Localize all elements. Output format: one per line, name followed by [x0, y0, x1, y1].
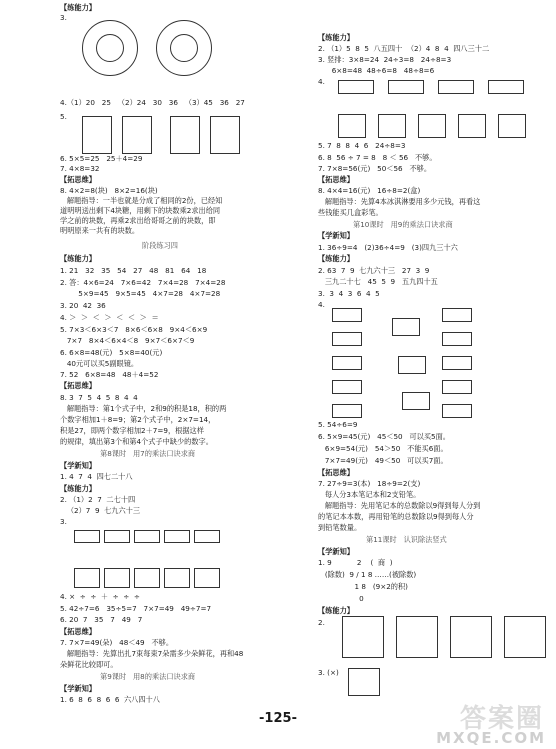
- answer-line: 解题指导：先算出扎7束每束7朵需多少朵鲜花，再和48: [60, 649, 244, 658]
- answer-line: 5. 7×3＜6×3＜7 8×6＜6×8 9×4＜6×9: [60, 325, 208, 334]
- answer-line: 些钱能买几盒彩笔。: [318, 208, 383, 217]
- answer-line: 5×9=45 9×5=45 4×7=28 4×7=28: [60, 289, 221, 298]
- answer-line: 的笔记本本数，再用铅笔的总数除以9得到每人分: [318, 512, 474, 521]
- section-header: 【学新知】: [318, 231, 354, 240]
- watermark-logo: 答案圈: [459, 704, 544, 734]
- answer-line: 6. 5×5=25 25＋4=29: [60, 154, 143, 163]
- answer-line: 7×7=49(元) 49＜50 可以买7面。: [318, 456, 448, 465]
- division-frame: [342, 616, 384, 658]
- lesson-title: 第8课时 用7的乘法口诀求商: [100, 449, 196, 458]
- answer-line: 7. 27÷9=3(本) 18÷9=2(支): [318, 479, 421, 488]
- expression-card: [442, 308, 472, 322]
- section-header: 【练能力】: [60, 484, 96, 493]
- answer-line: 解题指导：一半也就是分成了相同的2份，已经知: [60, 196, 223, 205]
- lesson-title: 第9课时 用8的乘法口诀求商: [100, 672, 196, 681]
- answer-line: 解题指导：先用笔记本的总数除以9得到每人分到: [318, 501, 481, 510]
- answer-line: (除数) 9 / 1 8 ……(被除数): [318, 570, 417, 579]
- section-header: 【拓思维】: [60, 175, 96, 184]
- answer-line: 1. 6 8 6 8 6 6 六八四十八: [60, 695, 160, 704]
- section-header: 【练能力】: [318, 33, 354, 42]
- answer-line: 3. 3 4 3 6 4 5: [318, 289, 380, 298]
- expression-card: [388, 80, 424, 94]
- section-header: 【拓思维】: [318, 468, 354, 477]
- expression-card: [438, 80, 474, 94]
- expression-card: [338, 80, 374, 94]
- expression-card: [332, 356, 362, 370]
- answer-line: 8. 4×2=8(块) 8×2=16(块): [60, 186, 158, 195]
- division-frame: [450, 616, 492, 658]
- answer-line: 3.: [60, 13, 67, 22]
- division-frame: [504, 616, 546, 658]
- answer-line: 5.: [60, 112, 67, 121]
- answer-line: 4. × ÷ ÷ ＋ ÷ ÷ ÷: [60, 592, 140, 601]
- section-header: 【拓思维】: [60, 381, 96, 390]
- lesson-title: 第10课时 用9的乘法口诀求商: [353, 220, 453, 229]
- answer-line: 2. 答：4×6=24 7×6=42 7×4=28 7×4=28: [60, 278, 226, 287]
- answer-line: 6. 20 7 35 7 49 7: [60, 615, 143, 624]
- answer-line: 3. (×): [318, 668, 339, 677]
- answer-line: 三九二十七 45 5 9 五九四十五: [318, 277, 438, 286]
- section-header: 【学新知】: [318, 547, 354, 556]
- answer-line: 7. 4×8=32: [60, 164, 100, 173]
- watermark-url: MXQE.COM: [436, 729, 546, 747]
- answer-line: 5. 7 8 8 4 6 24÷8=3: [318, 141, 406, 150]
- answer-line: 6. 6×8=48(元) 5×8=40(元): [60, 348, 163, 357]
- answer-line: 1. 9 2 ( 商 ): [318, 558, 393, 567]
- answer-line: 7. 7×7=49(朵) 48＜49 不够。: [60, 638, 174, 647]
- answer-line: 7. 7×8=56(元) 50＜56 不够。: [318, 164, 432, 173]
- section-header: 【拓思维】: [60, 627, 96, 636]
- cube-card: [338, 114, 366, 138]
- answer-line: 个数字相加1＋8=9；第2个式子中，2×7=14，: [60, 415, 216, 424]
- section-header: 【练能力】: [60, 3, 96, 12]
- answer-line: 3. 20 42 36: [60, 301, 106, 310]
- lesson-title: 阶段练习四: [142, 241, 178, 250]
- section-header: 【学新知】: [60, 461, 96, 470]
- cube-card: [378, 114, 406, 138]
- cube-card: [418, 114, 446, 138]
- answer-line: 40元可以买5副眼镜。: [60, 359, 139, 368]
- expression-card: [332, 380, 362, 394]
- house-card: [164, 568, 190, 588]
- expression-card: [442, 380, 472, 394]
- answer-line: 1. 36÷9=4 (2)36÷4=9 (3)四九三十六: [318, 243, 458, 252]
- answer-line: 的规律，填出第3个和第4个式子中缺少的数字。: [60, 437, 213, 446]
- answer-line: 3.: [60, 517, 67, 526]
- answer-line: 2. （1）2 7 二七十四: [60, 495, 136, 504]
- answer-line: 朵鲜花比较即可。: [60, 660, 118, 669]
- expression-card: [442, 404, 472, 418]
- answer-line: 道明明送出剩下4块糖，用剩下的块数乘2求出给同: [60, 206, 221, 215]
- answer-line: 8. 3 7 5 4 5 8 4 4: [60, 393, 138, 402]
- answer-line: 1. 21 32 35 54 27 48 81 64 18: [60, 266, 207, 275]
- section-header: 【练能力】: [318, 254, 354, 263]
- answer-line: 0: [318, 594, 364, 603]
- answer-line: 7×7 8×4＜6×4＜8 9×7＜6×7＜9: [60, 336, 195, 345]
- division-frame: [396, 616, 438, 658]
- wheel-center-2: [170, 34, 198, 62]
- section-header: 【学新知】: [60, 684, 96, 693]
- answer-line: （2）7 9 七九六十三: [60, 506, 141, 515]
- cube-card: [458, 114, 486, 138]
- answer-line: 到铅笔数量。: [318, 523, 362, 532]
- section-header: 【拓思维】: [318, 175, 354, 184]
- answer-line: 4.（1）20 25 （2）24 30 36 （3）45 36 27: [60, 98, 245, 107]
- bowtie-diagram-3: [170, 116, 200, 154]
- cube-card: [498, 114, 526, 138]
- bowtie-diagram-2: [122, 116, 152, 154]
- wheel-center-1: [96, 34, 124, 62]
- answer-line: 3. 竖排：3×8=24 24÷3=8 24÷8=3: [318, 55, 452, 64]
- answer-line: 7. 52 6×8=48 48＋4=52: [60, 370, 159, 379]
- expression-card: [332, 404, 362, 418]
- answer-line: 1 8 (9×2的积): [318, 582, 408, 591]
- expression-card: [332, 308, 362, 322]
- answer-line: 1. 4 7 4 四七二十八: [60, 472, 133, 481]
- answer-line: 6×9=54(元) 54＞50 不能买6面。: [318, 444, 448, 453]
- figure-card: [74, 530, 100, 543]
- answer-line: 5. 54÷6=9: [318, 420, 358, 429]
- lesson-title: 第11课时 认识除法竖式: [366, 535, 447, 544]
- answer-line: 学之前的块数，再乘2求出给哥哥之前的块数，即: [60, 216, 216, 225]
- answer-line: 明明原来一共有的块数。: [60, 226, 140, 235]
- section-header: 【练能力】: [318, 606, 354, 615]
- figure-card: [194, 530, 220, 543]
- figure-card: [134, 530, 160, 543]
- page-number: -125-: [259, 711, 297, 726]
- answer-line: 6. 8 56 ÷ 7 = 8 8 ＜ 56 不够。: [318, 153, 437, 162]
- answer-line: 2.: [318, 618, 325, 627]
- answer-line: 5. 42÷7=6 35÷5=7 7×7=49 49÷7=7: [60, 604, 212, 613]
- expression-card: [488, 80, 524, 94]
- answer-line: 解题指导：先算4本冰淇淋要用多少元钱，再看这: [318, 197, 481, 206]
- house-card: [74, 568, 100, 588]
- answer-line: 积是27，即两个数字相加2＋7=9，根据这样: [60, 426, 204, 435]
- expression-card: [332, 332, 362, 346]
- figure-card: [164, 530, 190, 543]
- house-card: [398, 356, 426, 374]
- house-card: [194, 568, 220, 588]
- answer-line: 2. 63 7 9 七九六十三 27 3 9: [318, 266, 430, 275]
- house-card: [134, 568, 160, 588]
- bowtie-diagram-4: [210, 116, 240, 154]
- house-card: [392, 318, 420, 336]
- answer-line: 4.: [318, 77, 325, 86]
- answer-line: 解题指导：第1个式子中，2和9的积是18，积的两: [60, 404, 227, 413]
- house-card: [402, 392, 430, 410]
- expression-card: [442, 356, 472, 370]
- division-frame: [348, 668, 380, 696]
- answer-line: 8. 4×4=16(元) 16÷8=2(盒): [318, 186, 421, 195]
- figure-card: [104, 530, 130, 543]
- expression-card: [442, 332, 472, 346]
- answer-line: 4. ＞ ＞ ＜ ＞ ＜ ＜ ＞ ＝: [60, 313, 159, 322]
- answer-line: 4.: [318, 300, 325, 309]
- answer-line: 每人分3本笔记本和2支铅笔。: [318, 490, 421, 499]
- answer-line: 2. （1）5 8 5 八五四十 （2）4 8 4 四八三十二: [318, 44, 490, 53]
- bowtie-diagram-1: [82, 116, 112, 154]
- house-card: [104, 568, 130, 588]
- answer-line: 6. 5×9=45(元) 45＜50 可以买5面。: [318, 432, 450, 441]
- answer-line: 6×8=48 48÷6=8 48÷8=6: [318, 66, 435, 75]
- section-header: 【练能力】: [60, 254, 96, 263]
